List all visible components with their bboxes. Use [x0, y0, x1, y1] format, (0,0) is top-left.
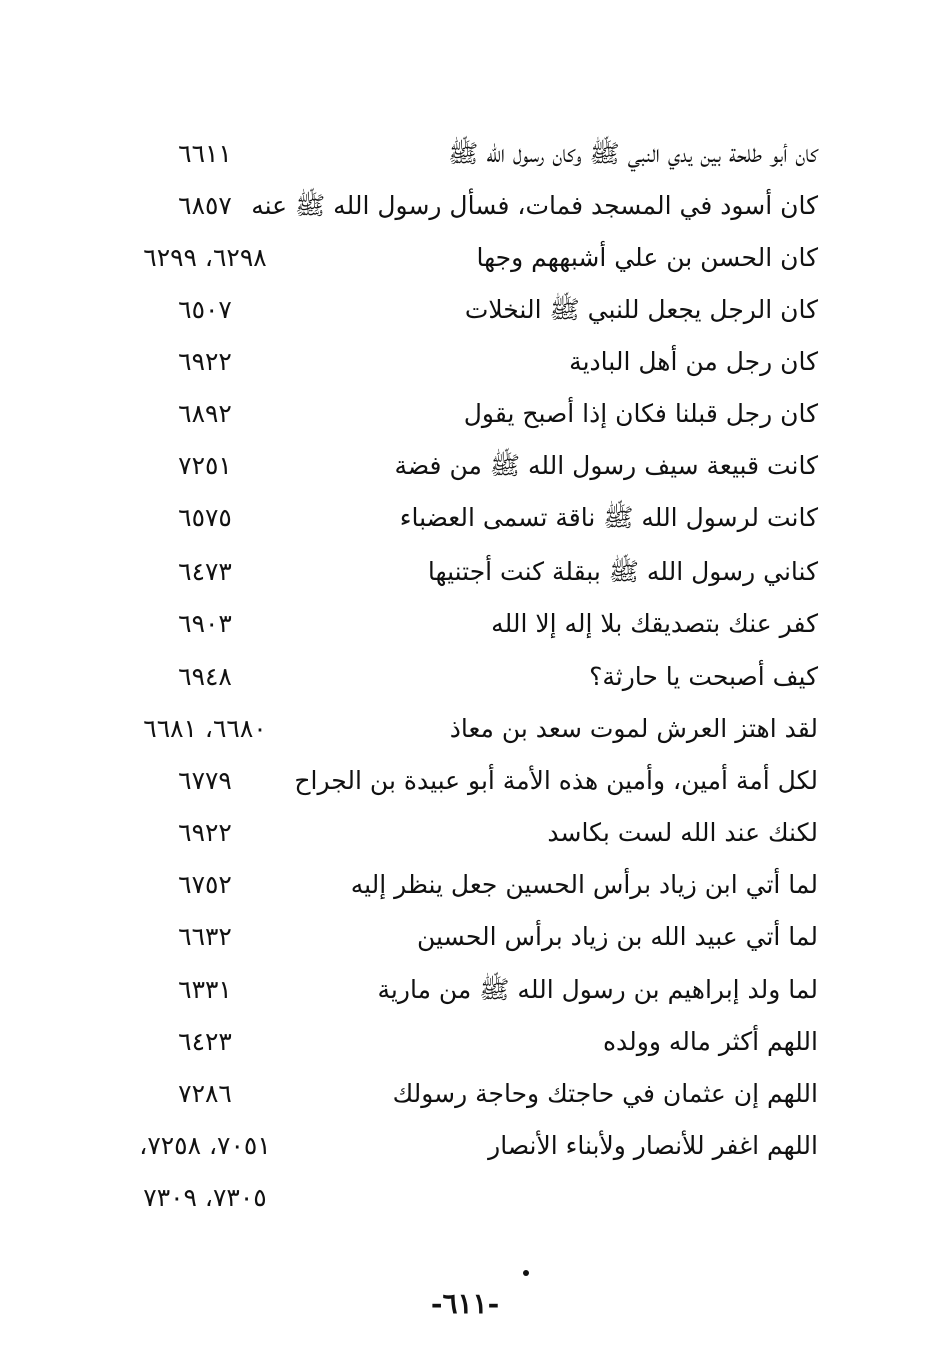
index-entry — [0, 598, 933, 650]
entry-reference-number: ٦٦٨٠، ٦٦٨١ — [143, 714, 267, 743]
entry-reference-number: ٦٢٩٨، ٦٢٩٩ — [143, 243, 267, 272]
entry-reference-number: ٦٤٢٣ — [178, 1027, 232, 1056]
entry-text: كان الحسن بن علي أشبههم وجها — [476, 243, 818, 272]
entry-text: كناني رسول الله ﷺ ببقلة كنت أجتنيها — [427, 557, 818, 586]
index-entry — [0, 755, 933, 807]
index-entry — [0, 232, 933, 284]
index-entry — [0, 284, 933, 336]
entry-text: اللهم إن عثمان في حاجتك وحاجة رسولك — [392, 1079, 818, 1108]
index-entry — [0, 1016, 933, 1068]
entry-text: كان رجل من أهل البادية — [569, 347, 818, 376]
entry-text: لقد اهتز العرش لموت سعد بن معاذ — [449, 714, 818, 743]
entry-reference-number: ٧٢٨٦ — [178, 1079, 232, 1108]
index-entry — [0, 703, 933, 755]
entry-reference-number: ٧٢٥١ — [178, 451, 232, 480]
decorative-dot — [523, 1270, 529, 1276]
entry-text: لما أتي عبيد الله بن زياد برأس الحسين — [417, 922, 818, 951]
entry-reference-number: ٦٥٠٧ — [178, 295, 232, 324]
entry-reference-number: ٧٠٥١، ٧٢٥٨، — [139, 1131, 271, 1160]
entry-reference-number: ٦٤٧٣ — [178, 557, 232, 586]
entry-text: كانت قبيعة سيف رسول الله ﷺ من فضة — [394, 451, 818, 480]
entry-text: كان أبو طلحة بين يدي النبي ﷺ وكان رسول الله ﷺ — [448, 139, 818, 168]
entry-reference-number: ٦٩٤٨ — [178, 662, 232, 691]
index-entry — [0, 1120, 933, 1172]
entry-text: كفر عنك بتصديقك بلا إله إلا الله — [491, 609, 818, 638]
index-entry — [0, 964, 933, 1016]
index-entry — [0, 911, 933, 963]
page-number: -٦١١- — [430, 1287, 500, 1320]
index-entry — [0, 859, 933, 911]
entry-text: لكنك عند الله لست بكاسد — [547, 818, 818, 847]
entry-reference-number: ٦٧٧٩ — [178, 766, 232, 795]
entry-reference-number: ٦٦٣٢ — [178, 922, 232, 951]
entry-text: لما ولد إبراهيم بن رسول الله ﷺ من مارية — [377, 975, 818, 1004]
index-entry — [0, 1068, 933, 1120]
entry-text: لكل أمة أمين، وأمين هذه الأمة أبو عبيدة بن الجراح — [294, 766, 818, 795]
entry-text: اللهم أكثر ماله وولده — [602, 1027, 818, 1056]
index-entry — [0, 180, 933, 232]
entry-text: كانت لرسول الله ﷺ ناقة تسمى العضباء — [399, 503, 818, 532]
entry-reference-number: ٦٩٢٢ — [178, 347, 232, 376]
index-entry — [0, 492, 933, 544]
index-entry — [0, 651, 933, 703]
entry-reference-continuation: ٧٣٠٥، ٧٣٠٩ — [143, 1183, 267, 1212]
entry-text: لما أتي ابن زياد برأس الحسين جعل ينظر إليه — [350, 870, 818, 899]
entry-reference-number: ٦٣٣١ — [178, 975, 232, 1004]
entry-reference-number: ٦٦١١ — [178, 139, 232, 168]
entry-reference-number: ٦٨٩٢ — [178, 399, 232, 428]
index-entry — [0, 336, 933, 388]
entry-reference-number: ٦٩٠٣ — [178, 609, 232, 638]
index-entry — [0, 440, 933, 492]
entry-reference-number: ٦٥٧٥ — [178, 503, 232, 532]
index-entry — [0, 128, 933, 180]
index-entry — [0, 546, 933, 598]
entry-text: كيف أصبحت يا حارثة؟ — [589, 662, 818, 691]
entry-text: كان الرجل يجعل للنبي ﷺ النخلات — [464, 295, 818, 324]
entry-text: اللهم اغفر للأنصار ولأبناء الأنصار — [488, 1131, 818, 1160]
entry-reference-number: ٦٨٥٧ — [178, 191, 232, 220]
index-entry — [0, 388, 933, 440]
entry-reference-number: ٦٩٢٢ — [178, 818, 232, 847]
entry-reference-number: ٦٧٥٢ — [178, 870, 232, 899]
entry-text: كان رجل قبلنا فكان إذا أصبح يقول — [463, 399, 818, 428]
entry-text: كان أسود في المسجد فمات، فسأل رسول الله ﷺ عنه — [251, 191, 818, 220]
index-entry — [0, 807, 933, 859]
